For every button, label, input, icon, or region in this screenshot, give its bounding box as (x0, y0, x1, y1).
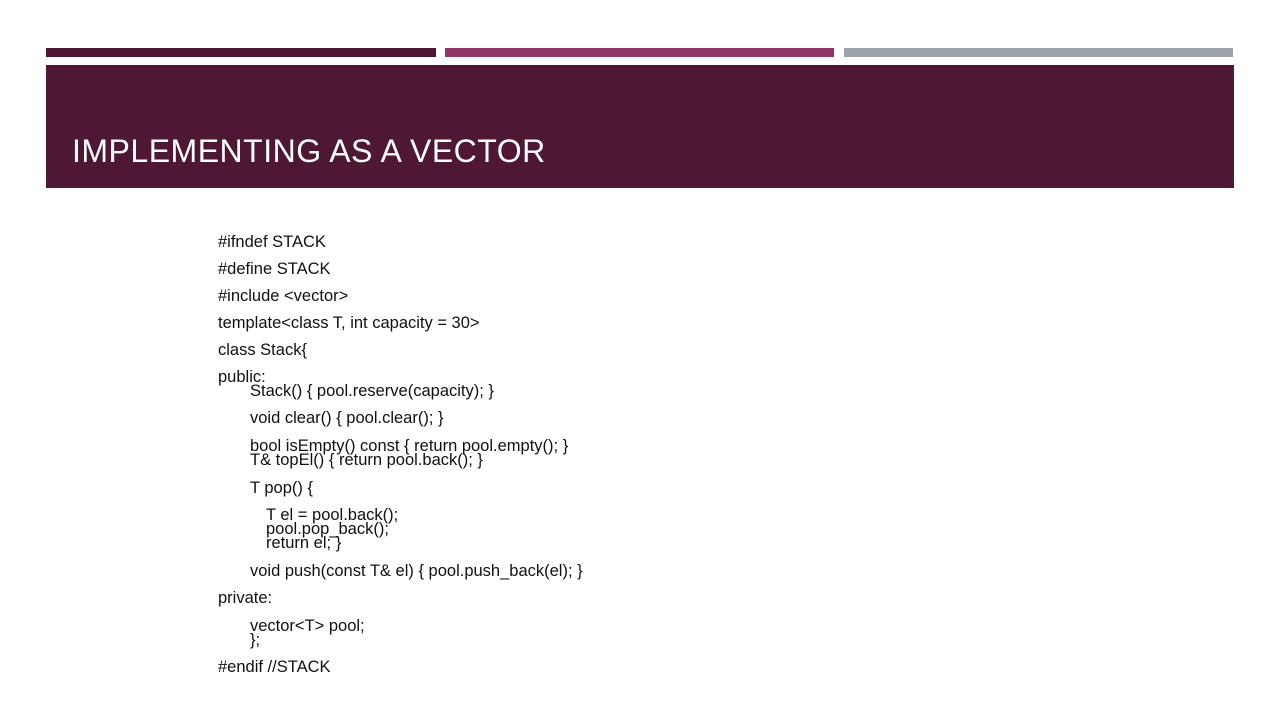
code-line: #ifndef STACK (218, 233, 326, 251)
accent-bar-magenta (445, 48, 834, 57)
code-line: T el = pool.back(); (266, 506, 399, 524)
code-line: T& topEl() { return pool.back(); } (250, 451, 483, 469)
code-line: public: (218, 368, 266, 386)
code-line: #endif //STACK (218, 658, 331, 676)
code-line: pool.pop_back(); (266, 520, 389, 538)
code-line: T pop() { (250, 479, 313, 497)
code-line: void clear() { pool.clear(); } (250, 409, 444, 427)
code-line: return el; } (266, 534, 342, 552)
accent-bar-dark (46, 48, 436, 57)
code-line: #define STACK (218, 260, 331, 278)
code-line: vector<T> pool; (250, 617, 365, 635)
code-line: void push(const T& el) { pool.push_back(el); } (250, 562, 583, 580)
code-line: Stack() { pool.reserve(capacity); } (250, 382, 494, 400)
code-line: }; (250, 631, 261, 649)
code-line: class Stack{ (218, 341, 307, 359)
slide-title: IMPLEMENTING AS A VECTOR (72, 133, 546, 169)
code-line: template<class T, int capacity = 30> (218, 314, 480, 332)
code-line: #include <vector> (218, 287, 349, 305)
code-line: bool isEmpty() const { return pool.empty(); } (250, 437, 569, 455)
title-band (46, 65, 1234, 188)
accent-bar-gray (844, 48, 1233, 57)
code-line: private: (218, 589, 273, 607)
